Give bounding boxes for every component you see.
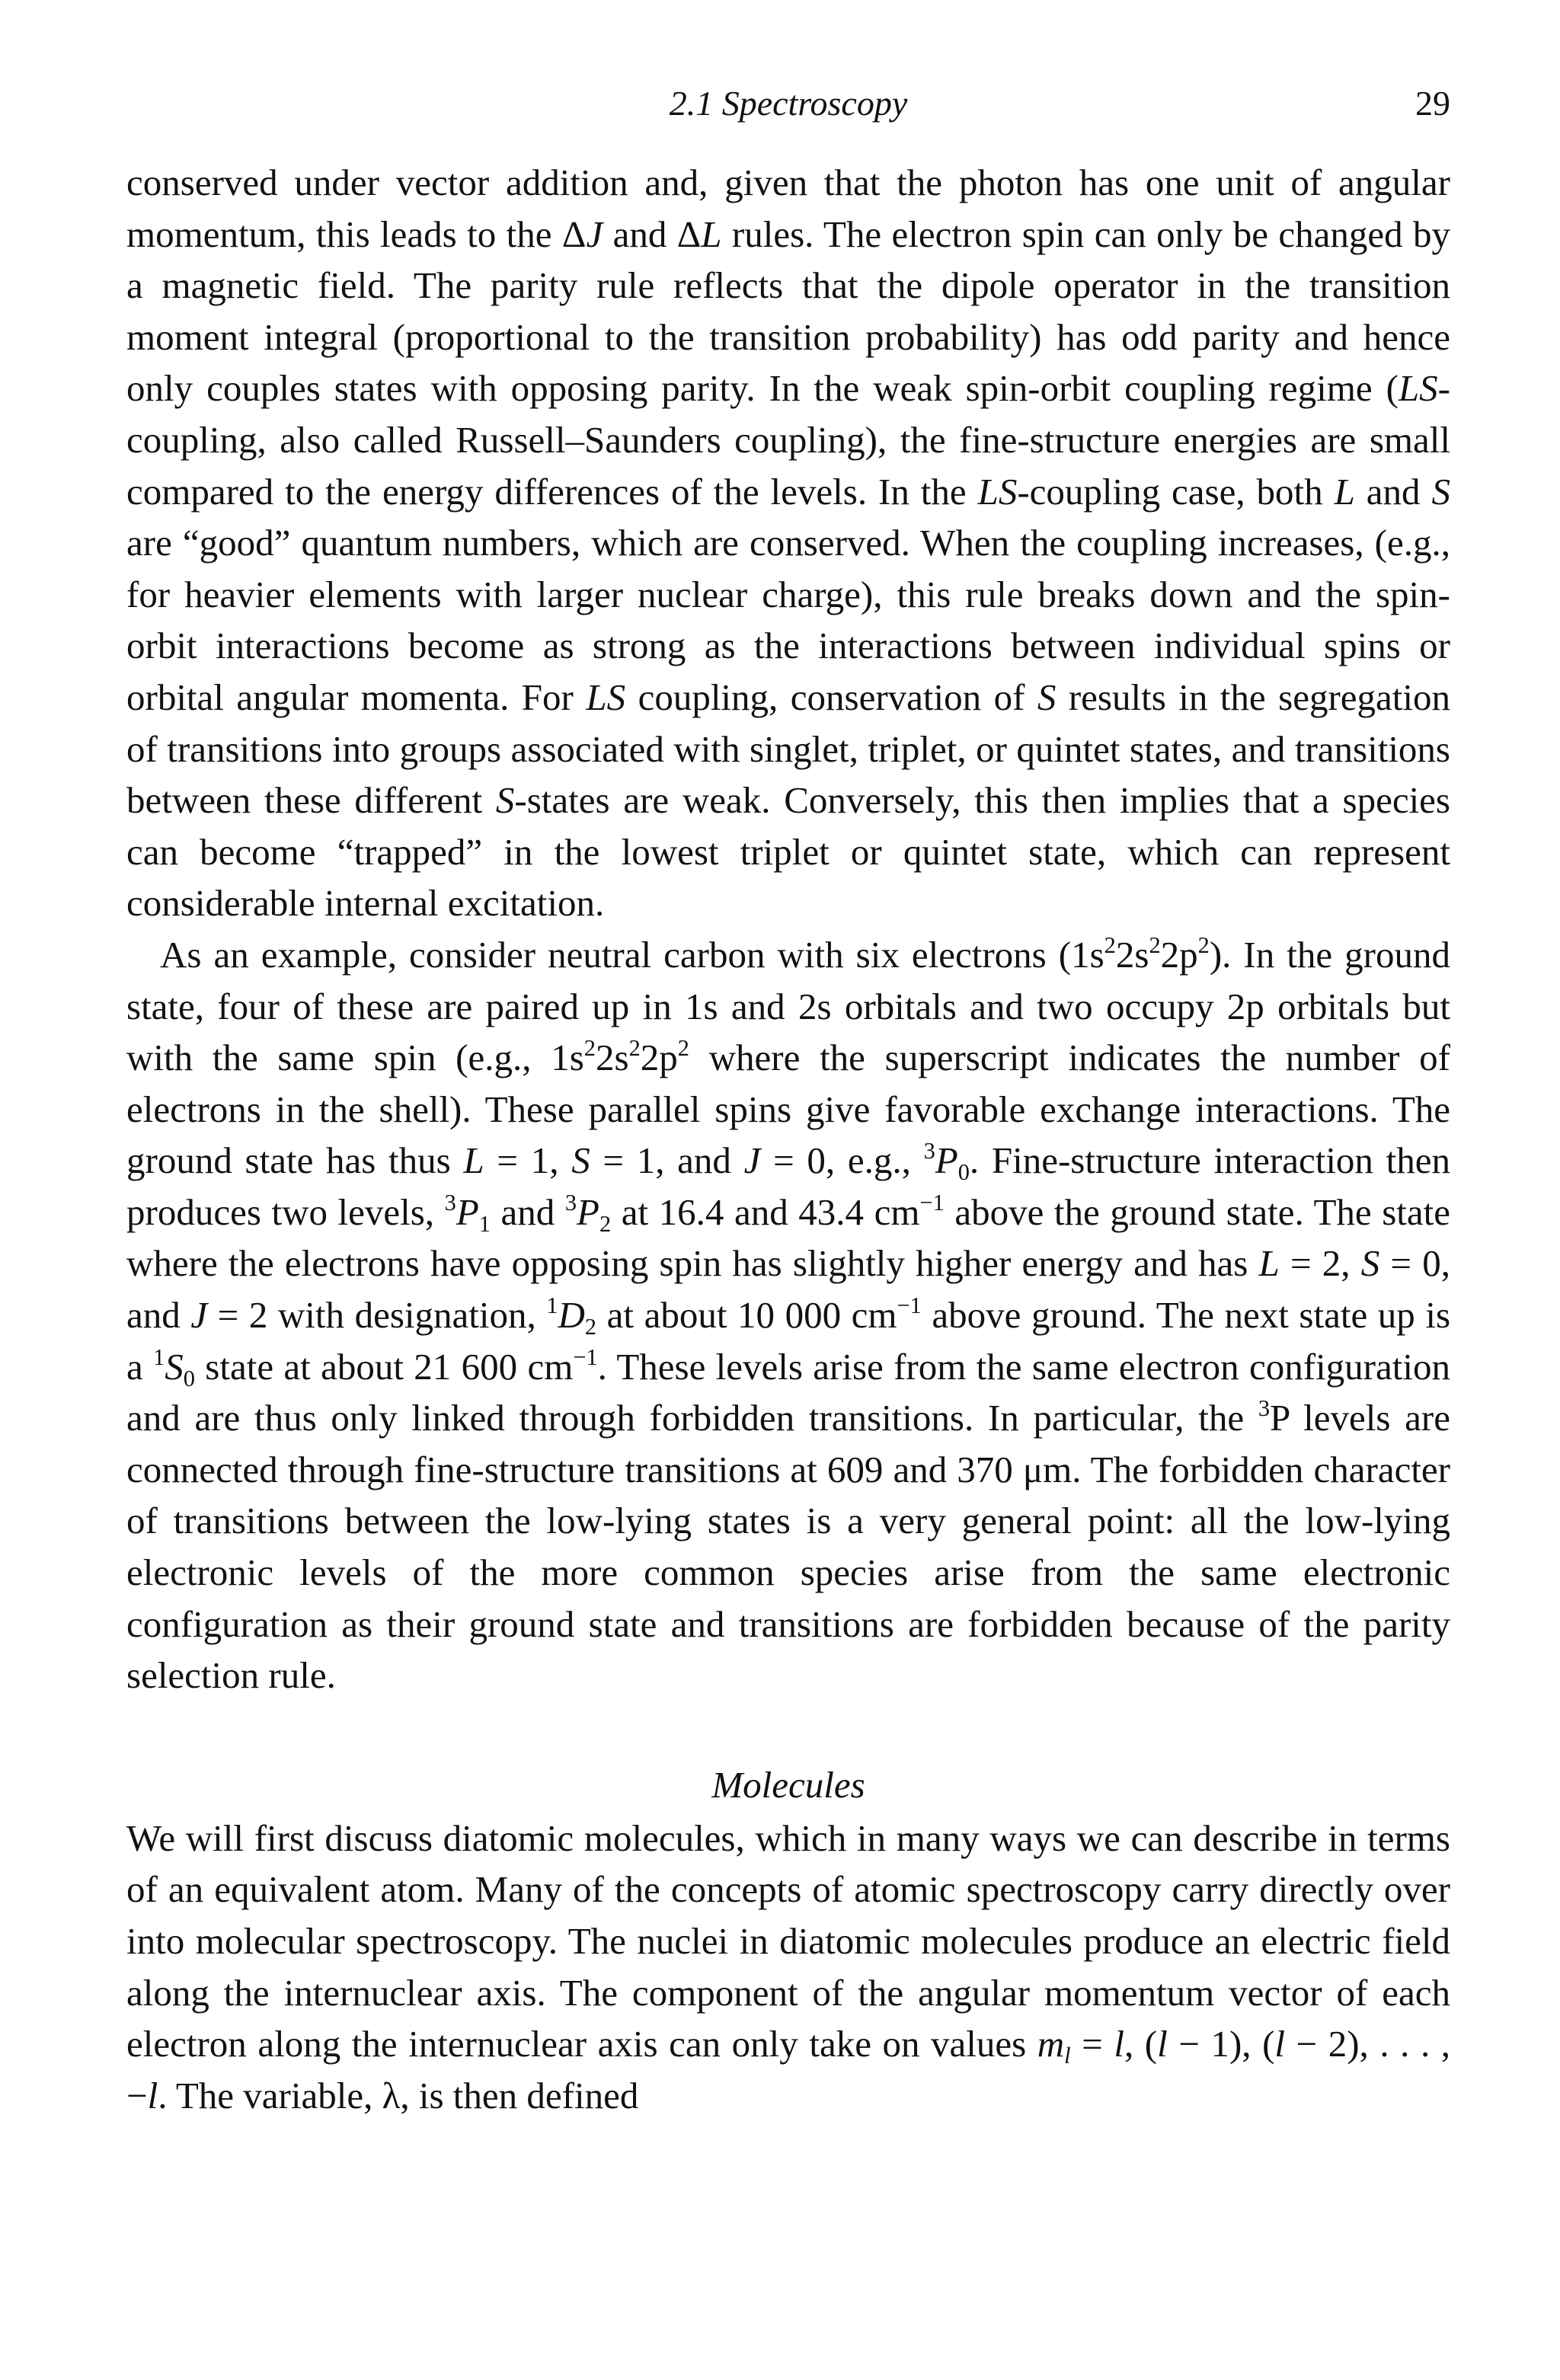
- text-run: = 0, e.g.,: [760, 1139, 924, 1182]
- math-symbol: S: [1360, 1242, 1380, 1285]
- math-symbol: S: [1037, 676, 1057, 718]
- text-run: =: [1070, 2023, 1114, 2065]
- math-symbol: S: [495, 779, 515, 822]
- math-symbol: LS: [586, 676, 626, 718]
- math-symbol: l: [1274, 2023, 1286, 2065]
- subscript: 0: [183, 1365, 195, 1391]
- superscript: −1: [573, 1343, 598, 1370]
- text-run: and: [1354, 470, 1432, 513]
- math-symbol: LS: [977, 470, 1018, 513]
- text-run: P levels are connected through fine-structure transitions at 609 and 370 μm. The forbidden character of transitions between the low-lying states is a very general point: all the low-lying electronic levels of the more common species arise from the same electronic configuration as their ground state and transitions are forbidden because of the parity selection rule.: [126, 1397, 1450, 1697]
- math-symbol: l: [147, 2074, 158, 2116]
- text-run: above the ground state. The state where the electrons have opposing spin has slightly higher energy and has: [126, 1190, 1451, 1285]
- subscript: 2: [584, 1314, 597, 1340]
- page-number: 29: [1415, 84, 1450, 123]
- superscript: 2: [583, 1035, 596, 1062]
- superscript: 1: [546, 1292, 558, 1319]
- text-run: . These levels arise from the same electron configuration and are thus only linked through forbidden transitions. In particular, the: [126, 1345, 1450, 1439]
- text-run: coupling, conservation of: [625, 676, 1037, 718]
- math-symbol: P: [456, 1190, 479, 1233]
- math-symbol: J: [190, 1294, 208, 1337]
- text-run: − 2), . . . , −: [126, 2023, 1450, 2116]
- math-symbol: L: [1334, 470, 1355, 513]
- text-run: -coupling case, both: [1017, 470, 1335, 513]
- superscript: 2: [677, 1035, 689, 1062]
- text-run: rules. The electron spin can only be changed by a magnetic field. The parity rule reflects that the dipole operator in the transition moment integral (proportional to the transition probability) has odd parity and hence only couples states with opposing parity. In the weak spin-orbit coupling regime (: [126, 212, 1450, 410]
- math-symbol: l: [1114, 2023, 1124, 2065]
- text-run: − 1), (: [1167, 2023, 1275, 2065]
- superscript: 2: [628, 1035, 641, 1062]
- subscript: l: [1064, 2043, 1071, 2069]
- superscript: 1: [153, 1343, 165, 1370]
- math-symbol: S: [1431, 470, 1450, 513]
- text-run: and: [490, 1190, 565, 1233]
- math-symbol: m: [1037, 2023, 1065, 2065]
- paragraph-carbon-example: [126, 929, 1450, 1701]
- text-run: = 1,: [484, 1139, 572, 1182]
- text-run: . The variable, λ, is then defined: [158, 2074, 639, 2116]
- superscript: 3: [444, 1190, 456, 1216]
- subscript: 1: [478, 1210, 491, 1237]
- math-symbol: D: [558, 1294, 585, 1337]
- text-run: 2p: [1160, 933, 1198, 976]
- text-run: results in the segregation of transitions into groups associated with singlet, triplet, or quintet states, and transitions between these different: [126, 676, 1450, 822]
- text-run: -coupling, also called Russell–Saunders coupling), the fine-structure energies are small compared to the energy differences of the levels. In the: [126, 367, 1450, 513]
- math-symbol: LS: [1398, 367, 1438, 410]
- superscript: −1: [919, 1190, 945, 1216]
- math-symbol: S: [571, 1139, 590, 1182]
- text-run: 2s: [595, 1037, 629, 1079]
- text-run: We will first discuss diatomic molecules, which in many ways we can describe in terms of an equivalent atom. Many of the concepts of atomic spectroscopy carry directly over into molecular spectroscopy. The nuclei in diatomic molecules produce an electric field along the internuclear axis. The component of the angular momentum vector of each electron along the internuclear axis can only take on values: [126, 1816, 1450, 2065]
- text-run: conserved under vector addition and, given that the photon has one unit of angular momentum, this leads to the Δ: [126, 161, 1450, 255]
- text-run: at about 10 000 cm: [596, 1294, 897, 1337]
- text-run: where the superscript indicates the number of electrons in the shell). These parallel spins give favorable exchange interactions. The ground state has thus: [126, 1037, 1450, 1182]
- math-symbol: J: [586, 212, 603, 255]
- body-text: [126, 157, 1450, 2121]
- text-run: and Δ: [603, 212, 702, 255]
- subscript: 2: [599, 1210, 612, 1237]
- superscript: −1: [897, 1292, 922, 1319]
- text-run: ). In the ground state, four of these are paired up in 1s and 2s orbitals and two occupy 2p orbitals but with the same spin (e.g., 1s: [126, 933, 1450, 1079]
- text-run: state at about 21 600 cm: [194, 1345, 574, 1388]
- text-run: = 0, and: [126, 1242, 1451, 1337]
- text-run: above ground. The next state up is a: [126, 1294, 1451, 1388]
- math-symbol: l: [1157, 2023, 1168, 2065]
- running-title: 2.1 Spectroscopy: [669, 84, 908, 123]
- text-run: . Fine-structure interaction then produces two levels,: [126, 1139, 1451, 1233]
- paragraph-angular-momentum-rules: [126, 157, 1450, 929]
- superscript: 2: [1197, 932, 1210, 959]
- math-symbol: J: [743, 1139, 761, 1182]
- math-symbol: P: [577, 1190, 599, 1233]
- text-run: 2s: [1115, 933, 1149, 976]
- text-run: , (: [1124, 2023, 1158, 2065]
- superscript: 3: [564, 1190, 577, 1216]
- text-run: = 1, and: [590, 1139, 744, 1182]
- text-run: 2p: [640, 1037, 678, 1079]
- text-run: As an example, consider neutral carbon with six electrons (1s: [160, 933, 1104, 976]
- math-symbol: L: [701, 212, 722, 255]
- superscript: 3: [923, 1138, 935, 1164]
- section-title-molecules: Molecules: [711, 1763, 865, 1806]
- superscript: 2: [1104, 932, 1116, 959]
- text-run: are “good” quantum numbers, which are conserved. When the coupling increases, (e.g., for heavier elements with larger nuclear charge), this rule breaks down and the spin-orbit interactions become as strong as the interactions between individual spins or orbital angular momenta. For: [126, 522, 1450, 718]
- math-symbol: S: [165, 1345, 184, 1388]
- text-run: = 2,: [1279, 1242, 1361, 1285]
- text-run: = 2 with designation,: [207, 1294, 547, 1337]
- superscript: 2: [1149, 932, 1161, 959]
- math-symbol: L: [1258, 1242, 1280, 1285]
- text-run: -states are weak. Conversely, this then implies that a species can become “trapped” in the lowest triplet or quintet state, which can represent considerable internal excitation.: [126, 779, 1450, 925]
- running-header: [126, 81, 1450, 126]
- subscript: 0: [957, 1159, 970, 1186]
- math-symbol: P: [935, 1139, 958, 1182]
- paragraph-diatomic-molecules: [126, 1813, 1450, 2122]
- math-symbol: L: [463, 1139, 484, 1182]
- text-run: at 16.4 and 43.4 cm: [611, 1190, 920, 1233]
- superscript: 3: [1258, 1395, 1270, 1422]
